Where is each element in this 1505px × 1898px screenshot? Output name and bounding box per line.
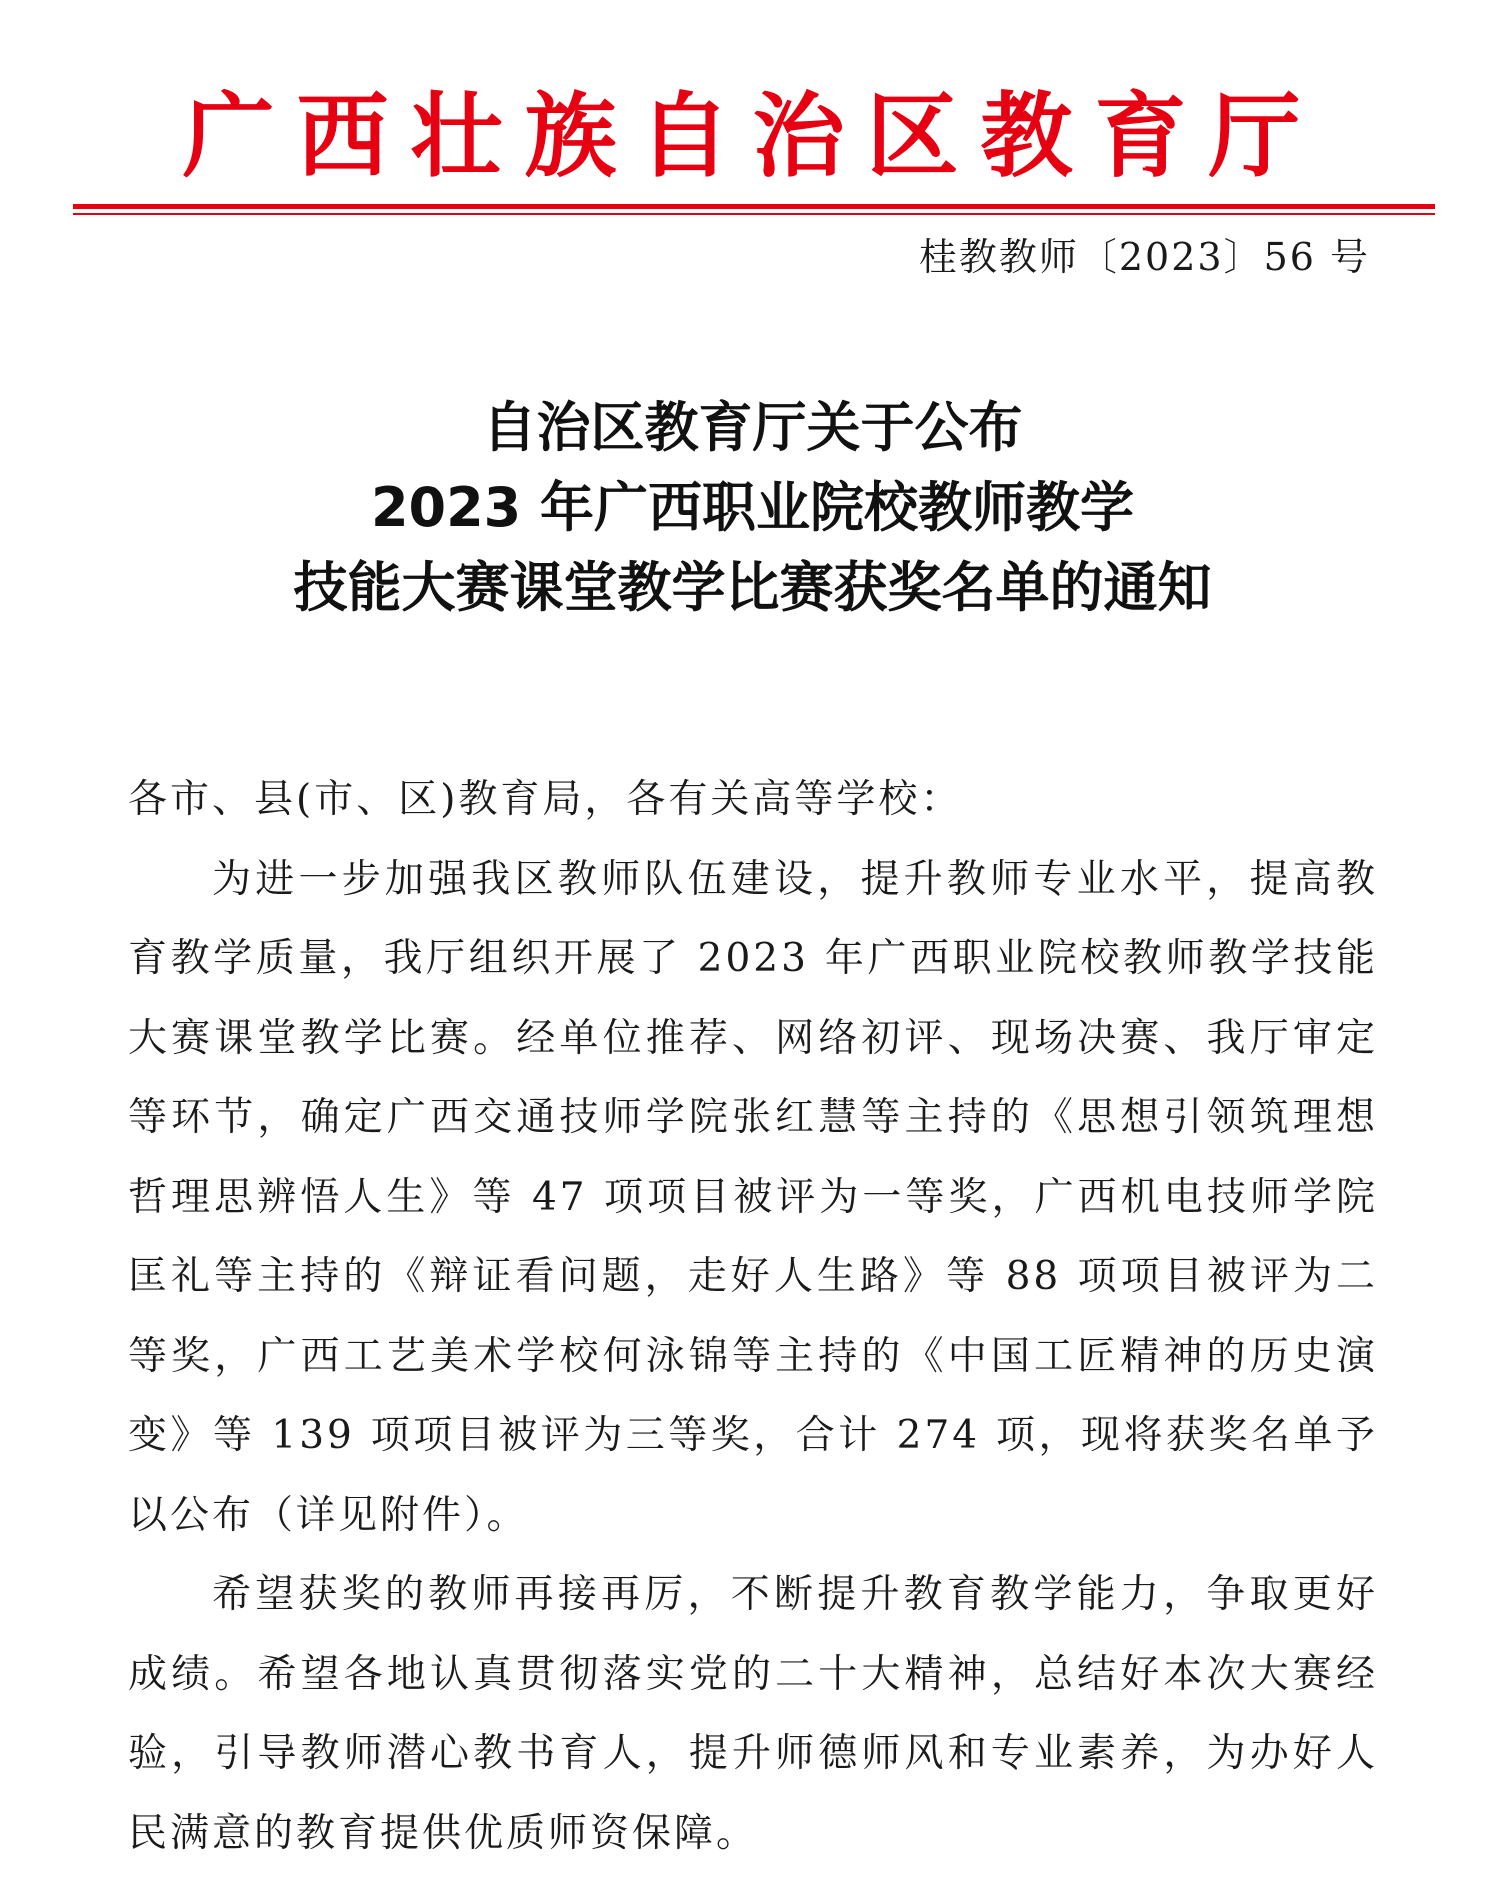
body-paragraph-1: 为进一步加强我区教师队伍建设，提升教师专业水平，提高教育教学质量，我厅组织开展了 2023 年广西职业院校教师教学技能大赛课堂教学比赛。经单位推荐、网络初评、现场决赛、我厅审定等环节，确定广西交通技师学院张红慧等主持的《思想引领筑理想 哲理思辨悟人生》等 47 项项目被评为一等奖，广西机电技师学院匡礼等主持的《辩证看问题，走好人生路》等 88 项项目被评为二等奖，广西工艺美术学校何泳锦等主持的《中国工匠精神的历史演变》等 139 项项目被评为三等奖，合计 274 项，现将获奖名单予以公布（详见附件）。 (128, 856, 1378, 1538)
document-number: 桂教教师〔2023〕56 号 (918, 235, 1370, 279)
masthead-org-name: 广西壮族自治区教育厅 (182, 83, 1323, 190)
document-title (0, 388, 1505, 628)
document-body (128, 760, 1378, 1873)
title-line-1: 自治区教育厅关于公布 (482, 396, 1023, 459)
masthead-red-rule-thin (73, 213, 1435, 215)
title-line-3: 技能大赛课堂教学比赛获奖名单的通知 (293, 556, 1212, 619)
masthead-red-rule-thick (73, 204, 1435, 209)
salutation: 各市、县(市、区)教育局，各有关高等学校： (128, 777, 963, 822)
title-line-2: 2023 年广西职业院校教师教学 (370, 476, 1135, 539)
body-paragraph-2: 希望获奖的教师再接再厉，不断提升教育教学能力，争取更好成绩。希望各地认真贯彻落实党的二十大精神，总结好本次大赛经验，引导教师潜心教书育人，提升师德师风和专业素养，为办好人民满意的教育提供优质师资保障。 (128, 1572, 1378, 1856)
